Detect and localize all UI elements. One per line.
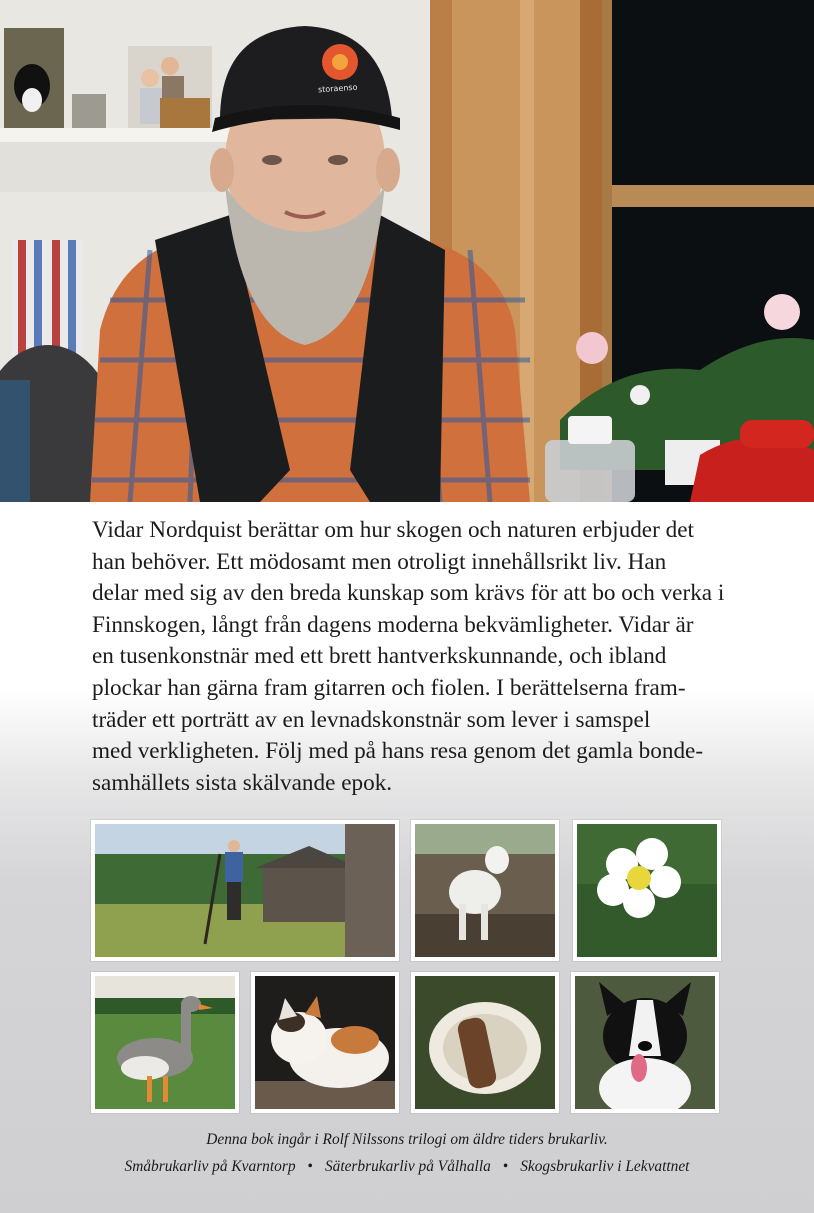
hero-photo [0,0,814,502]
thumbnail-man-with-scythe [91,820,399,961]
description-line: plockar han gärna fram gitarren och fiolen. I berättelserna fram- [92,674,686,701]
description-line: Finnskogen, långt från dagens moderna bekvämligheter. Vidar är [92,611,694,638]
title-separator: • [307,1158,313,1175]
book-description [92,515,725,799]
trilogy-intro: Denna bok ingår i Rolf Nilssons trilogi om äldre tiders brukarliv. [206,1131,608,1148]
description-line: han behöver. Ett mödosamt men otroligt innehållsrikt liv. Han [92,548,667,575]
trilogy-title-2: Säterbrukarliv på Vålhalla [324,1158,491,1175]
description-line: träder ett porträtt av en levnadskonstnär som lever i samspel [92,706,651,733]
thumbnail-pan-and-bread [411,972,559,1113]
thumbnail-goose [91,972,239,1113]
title-separator: • [502,1158,509,1175]
description-line: samhällets sista skälvande epok. [92,769,393,796]
description-line: en tusenkonstnär med ett brett hantverkskunnande, och ibland [92,643,667,670]
trilogy-title-3: Skogsbrukarliv i Lekvattnet [520,1158,690,1175]
description-line: delar med sig av den breda kunskap som krävs för att bo och verka i [92,580,725,607]
thumbnail-goat [411,820,559,961]
description-line: med verkligheten. Följ med på hans resa genom det gamla bonde- [92,738,704,765]
thumbnail-border-collie [571,972,719,1113]
thumbnail-cat [251,972,399,1113]
trilogy-title-1: Småbrukarliv på Kvarntorp [124,1158,296,1175]
thumbnail-white-flower [573,820,721,961]
trilogy-titles [0,1153,814,1180]
cap-logo-text: storaenso [317,82,358,95]
trilogy-note [0,1126,814,1180]
description-line: Vidar Nordquist berättar om hur skogen och naturen erbjuder det [92,517,694,543]
